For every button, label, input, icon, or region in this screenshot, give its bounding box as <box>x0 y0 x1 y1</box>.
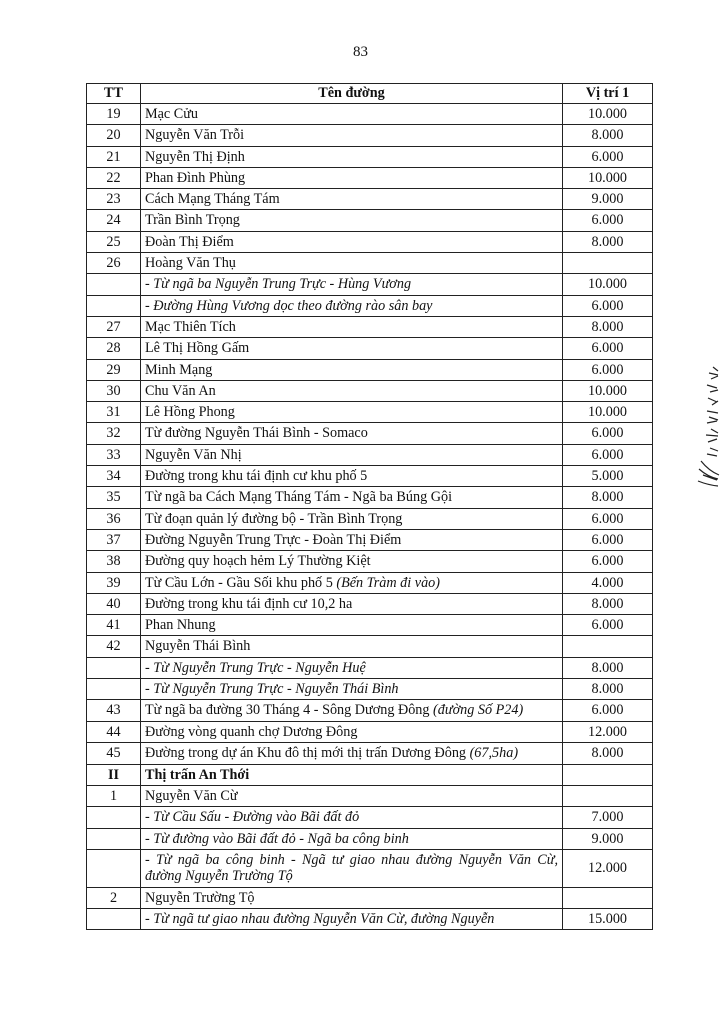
row-name <box>141 253 563 274</box>
section-row <box>87 764 653 785</box>
row-tt <box>87 807 141 828</box>
row-name-text: Hoàng Văn Thụ <box>145 255 236 272</box>
table-row <box>87 572 653 593</box>
table-row <box>87 210 653 231</box>
row-tt <box>87 274 141 295</box>
row-tt: 26 <box>87 253 141 274</box>
table-row <box>87 253 653 274</box>
row-name <box>141 125 563 146</box>
row-name <box>141 721 563 742</box>
row-tt: 27 <box>87 316 141 337</box>
table-row <box>87 487 653 508</box>
row-name-text: Nguyễn Văn Nhị <box>145 446 242 463</box>
row-tt: 32 <box>87 423 141 444</box>
row-name-note: (đường Số P24) <box>433 702 524 719</box>
row-name <box>141 167 563 188</box>
row-value: 8.000 <box>563 231 653 252</box>
table-row <box>87 508 653 529</box>
row-name <box>141 593 563 614</box>
row-name <box>141 231 563 252</box>
table-row <box>87 316 653 337</box>
table-row <box>87 679 653 700</box>
table-row <box>87 807 653 828</box>
row-name <box>141 700 563 722</box>
row-name-text: Phan Đình Phùng <box>145 169 246 186</box>
row-value: 15.000 <box>563 909 653 930</box>
row-value: 6.000 <box>563 529 653 550</box>
row-value: 10.000 <box>563 274 653 295</box>
row-tt: 43 <box>87 700 141 722</box>
row-name-text: Phan Nhung <box>145 617 216 634</box>
table-row <box>87 466 653 487</box>
row-name-text: Nguyễn Thái Bình <box>145 638 251 655</box>
row-name-text: Lê Thị Hồng Gấm <box>145 340 250 357</box>
row-tt: 38 <box>87 551 141 572</box>
row-value: 6.000 <box>563 146 653 167</box>
row-value: 6.000 <box>563 551 653 572</box>
header-tt: TT <box>87 84 141 104</box>
row-value: 6.000 <box>563 338 653 359</box>
row-name-text: Từ đoạn quản lý đường bộ - Trần Bình Trọng <box>145 510 403 527</box>
table-row <box>87 887 653 908</box>
row-value: 4.000 <box>563 572 653 593</box>
row-name-text: Nguyễn Trường Tộ <box>145 889 255 906</box>
row-tt: 35 <box>87 487 141 508</box>
row-tt: 30 <box>87 380 141 401</box>
row-tt: 41 <box>87 615 141 636</box>
row-value: 6.000 <box>563 423 653 444</box>
row-name <box>141 909 563 930</box>
row-value: 12.000 <box>563 721 653 742</box>
row-value: 12.000 <box>563 849 653 887</box>
row-value: 10.000 <box>563 104 653 125</box>
row-value: 8.000 <box>563 125 653 146</box>
row-tt: 20 <box>87 125 141 146</box>
row-name <box>141 849 563 887</box>
row-name-text: - Từ Nguyễn Trung Trực - Nguyễn Thái Bình <box>145 681 399 698</box>
row-name-text: Trần Bình Trọng <box>145 212 240 229</box>
row-name-text: Thị trấn An Thới <box>145 766 250 783</box>
row-name-text: Đường quy hoạch hẻm Lý Thường Kiệt <box>145 553 371 570</box>
table-row <box>87 721 653 742</box>
table-row <box>87 167 653 188</box>
row-value: 7.000 <box>563 807 653 828</box>
table-row <box>87 849 653 887</box>
table-row <box>87 295 653 316</box>
row-name-text: Mạc Cửu <box>145 106 199 122</box>
row-value: 5.000 <box>563 466 653 487</box>
row-value: 10.000 <box>563 402 653 423</box>
row-name <box>141 764 563 785</box>
row-name <box>141 785 563 806</box>
row-name <box>141 316 563 337</box>
table-row <box>87 104 653 125</box>
row-value: 8.000 <box>563 487 653 508</box>
table-body <box>87 104 653 930</box>
row-value: 8.000 <box>563 316 653 337</box>
row-name-text: Từ ngã ba Cách Mạng Tháng Tám - Ngã ba Búng Gội <box>145 489 453 506</box>
row-tt: 23 <box>87 189 141 210</box>
row-name-text: Nguyễn Văn Trỗi <box>145 127 245 144</box>
row-name <box>141 743 563 765</box>
row-tt: 40 <box>87 593 141 614</box>
row-name <box>141 828 563 849</box>
row-tt: 34 <box>87 466 141 487</box>
row-name <box>141 423 563 444</box>
row-name-text: - Từ đường vào Bãi đất đỏ - Ngã ba công binh <box>145 830 409 847</box>
row-value: 10.000 <box>563 167 653 188</box>
row-name <box>141 508 563 529</box>
table-row <box>87 189 653 210</box>
page-number: 83 <box>353 44 368 60</box>
row-name-text: Đoàn Thị Điểm <box>145 233 234 250</box>
row-name-text: Chu Văn An <box>145 382 216 399</box>
row-value: 6.000 <box>563 508 653 529</box>
table-row <box>87 125 653 146</box>
table-row <box>87 785 653 806</box>
row-name <box>141 657 563 678</box>
row-name-text: Từ đường Nguyễn Thái Bình - Somaco <box>145 425 368 442</box>
row-name <box>141 380 563 401</box>
row-name-text: - Từ Nguyễn Trung Trực - Nguyễn Huệ <box>145 659 366 676</box>
row-name-text: Nguyễn Văn Cừ <box>145 787 238 804</box>
row-value: 6.000 <box>563 359 653 380</box>
row-name-text: Đường trong khu tái định cư 10,2 ha <box>145 595 353 612</box>
table-row <box>87 423 653 444</box>
row-name <box>141 487 563 508</box>
table-row <box>87 551 653 572</box>
row-value: 8.000 <box>563 679 653 700</box>
row-name-text: Mạc Thiên Tích <box>145 318 236 335</box>
row-name-text: Đường vòng quanh chợ Dương Đông <box>145 723 358 740</box>
row-value: 8.000 <box>563 743 653 765</box>
row-tt <box>87 295 141 316</box>
row-value: 10.000 <box>563 380 653 401</box>
table-row <box>87 338 653 359</box>
row-tt: 44 <box>87 721 141 742</box>
row-name <box>141 615 563 636</box>
table-row <box>87 146 653 167</box>
row-name <box>141 338 563 359</box>
table-row <box>87 615 653 636</box>
row-value: 6.000 <box>563 210 653 231</box>
row-name-text: Đường trong dự án Khu đô thị mới thị trấn Dương Đông <box>145 745 470 762</box>
table-row <box>87 909 653 930</box>
row-value: 6.000 <box>563 295 653 316</box>
row-tt: 45 <box>87 743 141 765</box>
row-name-text: Đường trong khu tái định cư khu phố 5 <box>145 468 368 485</box>
row-name <box>141 295 563 316</box>
row-name <box>141 572 563 593</box>
row-name-text: Đường Nguyễn Trung Trực - Đoàn Thị Điểm <box>145 531 402 548</box>
row-tt: 22 <box>87 167 141 188</box>
table-row <box>87 231 653 252</box>
row-value: 6.000 <box>563 615 653 636</box>
table-row <box>87 593 653 614</box>
row-tt: 33 <box>87 444 141 465</box>
row-name-text: Từ Cầu Lớn - Gầu Sối khu phố 5 <box>145 574 337 591</box>
row-tt: 31 <box>87 402 141 423</box>
row-name <box>141 466 563 487</box>
row-name-text: Từ ngã ba đường 30 Tháng 4 - Sông Dương Đông <box>145 702 434 719</box>
row-tt: 37 <box>87 529 141 550</box>
row-tt: 25 <box>87 231 141 252</box>
row-value: 8.000 <box>563 593 653 614</box>
row-name <box>141 551 563 572</box>
row-name <box>141 679 563 700</box>
row-value <box>563 636 653 657</box>
row-tt <box>87 828 141 849</box>
table-row <box>87 380 653 401</box>
table-row <box>87 529 653 550</box>
row-name-note: (Bến Tràm đi vào) <box>336 574 440 591</box>
row-tt: 19 <box>87 104 141 125</box>
row-value <box>563 887 653 908</box>
table-row <box>87 359 653 380</box>
land-price-table <box>86 83 653 930</box>
row-name <box>141 146 563 167</box>
row-name <box>141 887 563 908</box>
row-tt <box>87 657 141 678</box>
table-header-row <box>87 84 653 104</box>
row-name-text: Lê Hồng Phong <box>145 404 235 421</box>
row-name-text: Cách Mạng Tháng Tám <box>145 191 280 208</box>
row-tt: 42 <box>87 636 141 657</box>
row-name <box>141 359 563 380</box>
row-tt: 2 <box>87 887 141 908</box>
header-name: Tên đường <box>141 84 563 104</box>
row-name <box>141 636 563 657</box>
row-value: 6.000 <box>563 444 653 465</box>
row-value <box>563 764 653 785</box>
table-row <box>87 743 653 765</box>
table-row <box>87 402 653 423</box>
row-name-text: - Từ ngã ba công binh - Ngã tư giao nhau đường Nguyễn Văn Cừ, đường Nguyễn Trường Tộ <box>145 851 558 885</box>
row-tt: 29 <box>87 359 141 380</box>
row-name <box>141 210 563 231</box>
row-tt: 28 <box>87 338 141 359</box>
row-name-text: - Từ Cầu Sấu - Đường vào Bãi đất đỏ <box>145 809 360 826</box>
row-tt: 36 <box>87 508 141 529</box>
table-row <box>87 636 653 657</box>
table-row <box>87 274 653 295</box>
row-name <box>141 529 563 550</box>
header-value: Vị trí 1 <box>563 84 653 104</box>
table-row <box>87 444 653 465</box>
row-value: 8.000 <box>563 657 653 678</box>
row-tt <box>87 849 141 887</box>
row-tt: 39 <box>87 572 141 593</box>
table-row <box>87 657 653 678</box>
row-name <box>141 104 563 125</box>
row-tt: 24 <box>87 210 141 231</box>
row-name <box>141 274 563 295</box>
row-name <box>141 402 563 423</box>
row-name-text: Nguyễn Thị Định <box>145 148 245 165</box>
table-row <box>87 828 653 849</box>
stamp-mark-image <box>695 365 721 487</box>
row-value: 6.000 <box>563 700 653 722</box>
row-tt <box>87 909 141 930</box>
row-name <box>141 189 563 210</box>
row-tt: II <box>87 764 141 785</box>
table-row <box>87 700 653 722</box>
row-name <box>141 807 563 828</box>
row-name-note: (67,5ha) <box>469 745 519 762</box>
row-tt: 1 <box>87 785 141 806</box>
row-tt: 21 <box>87 146 141 167</box>
row-value <box>563 253 653 274</box>
row-name-text: - Đường Hùng Vương dọc theo đường rào sân bay <box>145 297 433 314</box>
row-value <box>563 785 653 806</box>
row-value: 9.000 <box>563 189 653 210</box>
row-tt <box>87 679 141 700</box>
row-value: 9.000 <box>563 828 653 849</box>
row-name <box>141 444 563 465</box>
row-name-text: - Từ ngã ba Nguyễn Trung Trực - Hùng Vương <box>145 276 412 293</box>
row-name-text: - Từ ngã tư giao nhau đường Nguyễn Văn Cừ, đường Nguyễn <box>145 911 495 928</box>
row-name-text: Minh Mạng <box>145 361 213 378</box>
